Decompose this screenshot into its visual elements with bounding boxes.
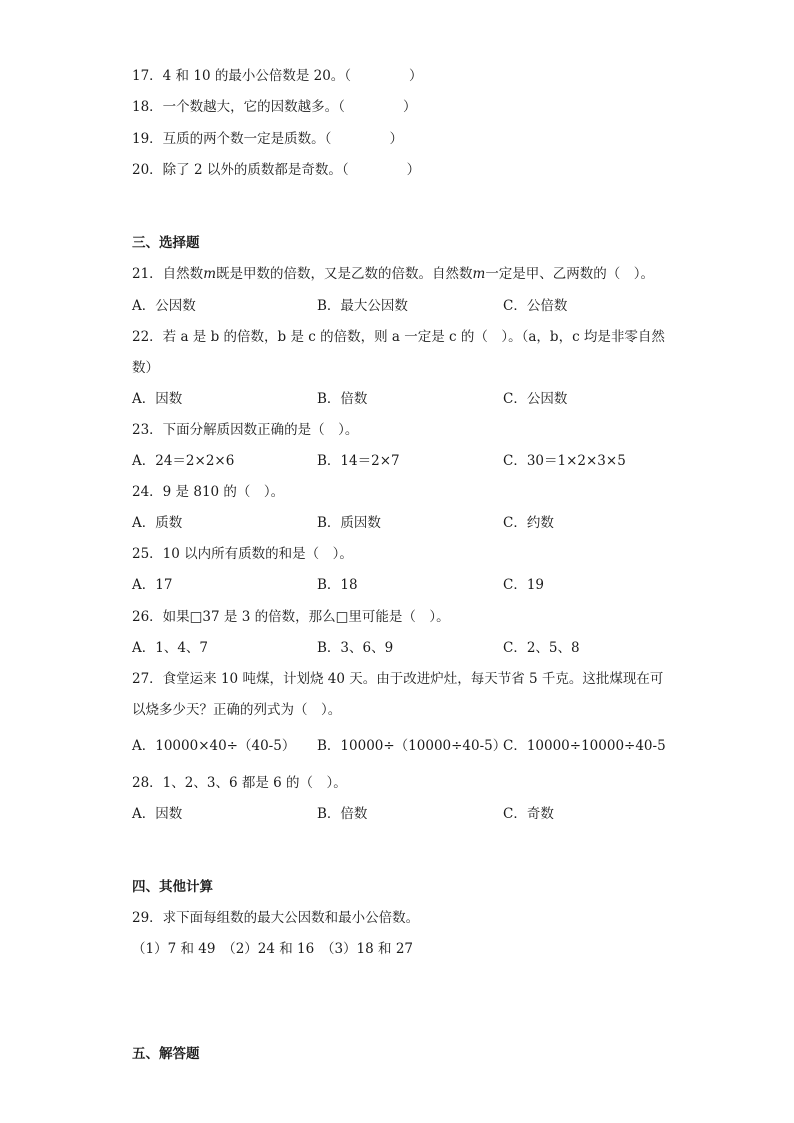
q25-option-a: A．17 — [132, 577, 173, 593]
q28-option-b: B．倍数 — [317, 806, 368, 822]
q24-option-c: C．约数 — [503, 515, 554, 531]
judge-19: 19．互质的两个数一定是质数。（ ） — [132, 131, 403, 147]
q22-option-a: A．因数 — [132, 391, 183, 407]
q27-option-a: A．10000×40÷（40-5） — [132, 738, 296, 754]
q21-option-a: A．公因数 — [132, 298, 196, 314]
section-3-title: 三、选择题 — [132, 235, 200, 251]
judge-18: 18．一个数越大，它的因数越多。（ ） — [132, 99, 417, 115]
question-27-line1: 27．食堂运来 10 吨煤，计划烧 40 天。由于改进炉灶，每天节省 5 千克。这批煤现在可 — [132, 671, 664, 687]
q25-option-b: B．18 — [317, 577, 358, 593]
q28-option-a: A．因数 — [132, 806, 183, 822]
q22-option-c: C．公因数 — [503, 391, 568, 407]
judge-20: 20．除了 2 以外的质数都是奇数。（ ） — [132, 162, 421, 178]
question-22-line1: 22．若 a 是 b 的倍数，b 是 c 的倍数，则 a 一定是 c 的（ ）。（a，b，c 均是非零自然 — [132, 329, 665, 345]
q24-option-b: B．质因数 — [317, 515, 381, 531]
judge-17: 17．4 和 10 的最小公倍数是 20。（ ） — [132, 68, 423, 84]
section-5-title: 五、解答题 — [132, 1046, 200, 1062]
q23-option-a: A．24＝2×2×6 — [132, 453, 235, 469]
q21-option-c: C．公倍数 — [503, 298, 568, 314]
question-26: 26．如果□37 是 3 的倍数，那么□里可能是（ ）。 — [132, 609, 450, 625]
q27-option-b: B．10000÷（10000÷40-5） — [317, 738, 507, 754]
q24-option-a: A．质数 — [132, 515, 183, 531]
question-22-line2: 数） — [132, 360, 159, 376]
q26-option-a: A．1、4、7 — [132, 640, 209, 656]
section-4-title: 四、其他计算 — [132, 879, 213, 895]
question-23: 23．下面分解质因数正确的是（ ）。 — [132, 422, 359, 438]
question-27-line2: 以烧多少天？正确的列式为（ ）。 — [132, 702, 342, 718]
q25-option-c: C．19 — [503, 577, 545, 593]
q23-option-c: C．30＝1×2×3×5 — [503, 453, 626, 469]
q26-option-c: C．2、5、8 — [503, 640, 580, 656]
question-21: 21．自然数m既是甲数的倍数，又是乙数的倍数。自然数m一定是甲、乙两数的（ ）。 — [132, 266, 655, 282]
question-28: 28．1、2、3、6 都是 6 的（ ）。 — [132, 775, 347, 791]
q28-option-c: C．奇数 — [503, 806, 554, 822]
q23-option-b: B．14＝2×7 — [317, 453, 400, 469]
question-29-parts: （1）7 和 49 （2）24 和 16 （3）18 和 27 — [132, 941, 413, 957]
question-29: 29．求下面每组数的最大公因数和最小公倍数。 — [132, 910, 420, 926]
q26-option-b: B．3、6、9 — [317, 640, 394, 656]
question-25: 25．10 以内所有质数的和是（ ）。 — [132, 546, 353, 562]
q22-option-b: B．倍数 — [317, 391, 368, 407]
q21-option-b: B．最大公因数 — [317, 298, 408, 314]
question-24: 24．9 是 810 的（ ）。 — [132, 484, 285, 500]
q27-option-c: C．10000÷10000÷40-5 — [503, 738, 666, 754]
